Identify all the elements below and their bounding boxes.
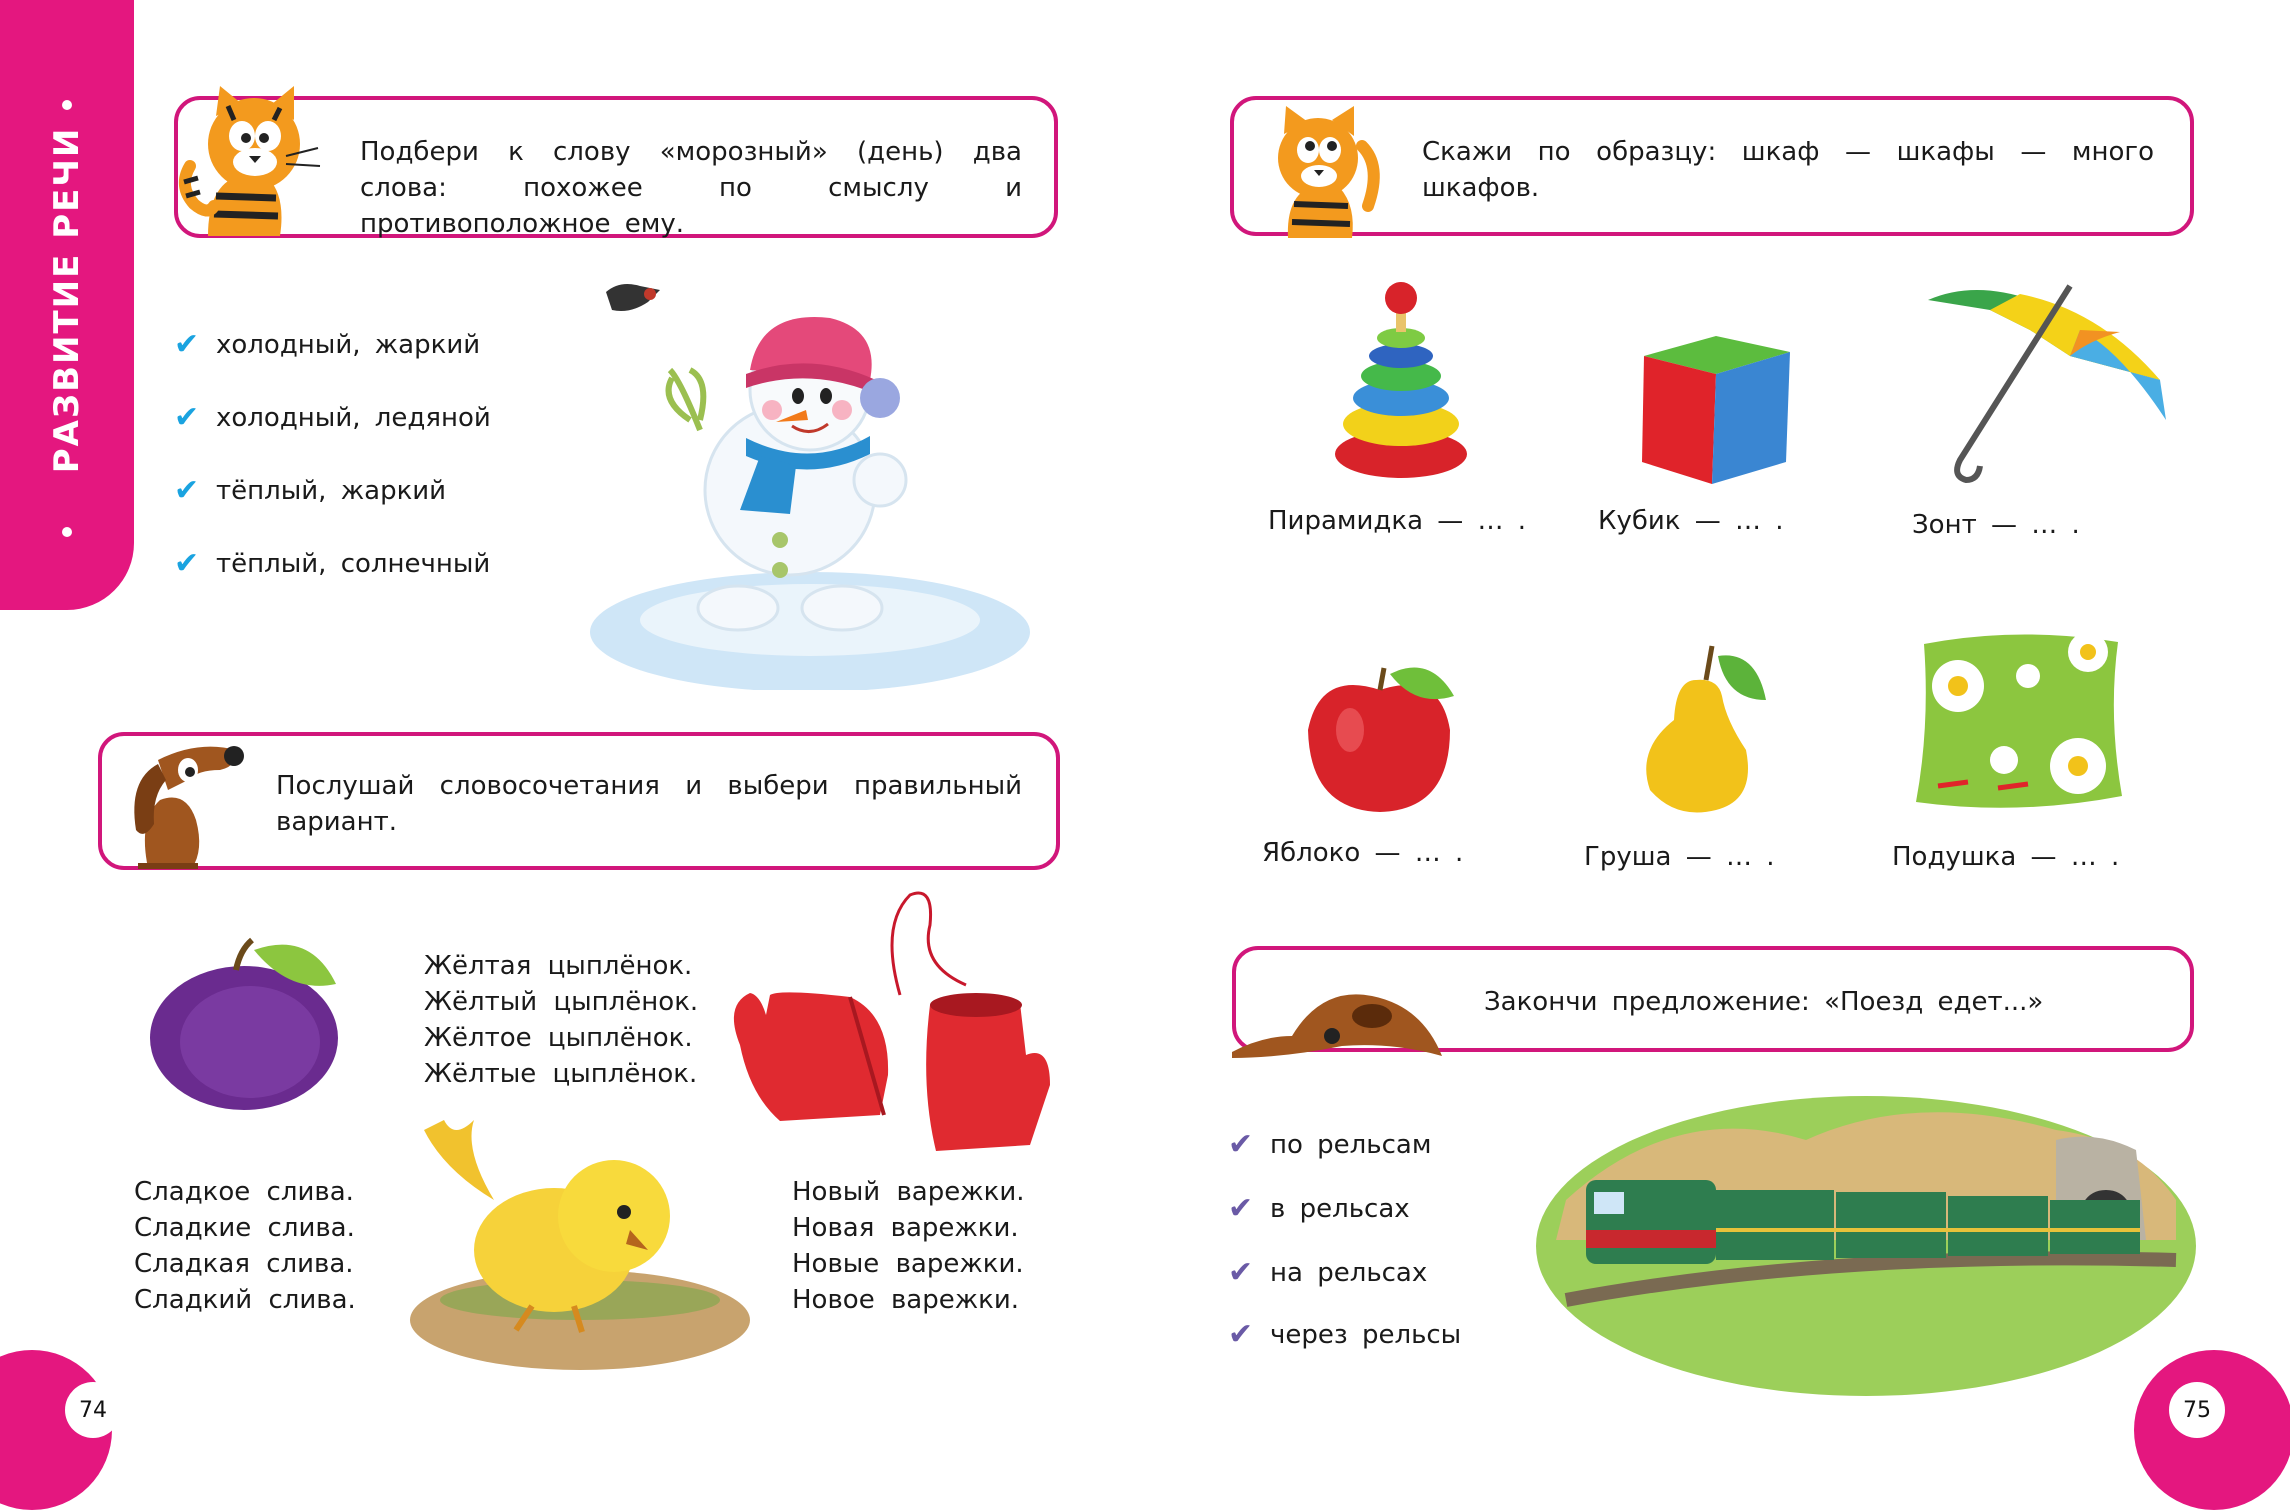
check-icon: ✔ — [174, 327, 200, 362]
check-icon: ✔ — [1228, 1317, 1254, 1352]
chick-phrase-1[interactable]: Жёлтая цыплёнок. — [424, 951, 693, 981]
check-icon: ✔ — [1228, 1255, 1254, 1290]
task4-option-2[interactable]: ✔ в рельсах — [1228, 1191, 1410, 1226]
dog-icon — [108, 740, 248, 872]
item-umbrella-label[interactable]: Зонт — … . — [1912, 510, 2080, 540]
plum-phrase-4[interactable]: Сладкий слива. — [134, 1285, 356, 1315]
mitten-phrase-3[interactable]: Новые варежки. — [792, 1249, 1024, 1279]
task4-option-4[interactable]: ✔ через рельсы — [1228, 1317, 1462, 1352]
apple-icon — [1300, 660, 1460, 820]
check-icon: ✔ — [174, 400, 200, 435]
task1-option-2[interactable]: ✔ холодный, ледяной — [174, 400, 491, 435]
cube-icon — [1636, 330, 1796, 490]
task1-text: Подбери к слову «морозный» (день) два слова: похожее по смыслу и противоположное ему. — [360, 137, 1022, 239]
task1-option-1[interactable]: ✔ холодный, жаркий — [174, 327, 481, 362]
train-illustration — [1536, 1080, 2196, 1400]
chick-phrase-3[interactable]: Жёлтое цыплёнок. — [424, 1023, 693, 1053]
mitten-phrase-1[interactable]: Новый варежки. — [792, 1177, 1025, 1207]
item-pillow-label[interactable]: Подушка — … . — [1892, 842, 2120, 872]
cat-icon-right — [1252, 106, 1392, 240]
mitten-phrase-4[interactable]: Новое варежки. — [792, 1285, 1019, 1315]
left-page-number: 74 — [65, 1382, 121, 1438]
task1-option-3[interactable]: ✔ тёплый, жаркий — [174, 473, 447, 508]
task1-option-4[interactable]: ✔ тёплый, солнечный — [174, 546, 491, 581]
tab-dot-bottom — [62, 527, 72, 537]
task2-text: Послушай словосочетания и выбери правильный вариант. — [276, 771, 1022, 837]
snowman-illustration — [540, 270, 1040, 690]
item-apple-label[interactable]: Яблоко — … . — [1262, 838, 1464, 868]
pillow-icon — [1908, 626, 2128, 816]
tab-dot-top — [62, 100, 72, 110]
task4-option-1[interactable]: ✔ по рельсам — [1228, 1127, 1432, 1162]
task4-option-3[interactable]: ✔ на рельсах — [1228, 1255, 1428, 1290]
plum-phrase-2[interactable]: Сладкие слива. — [134, 1213, 355, 1243]
pear-icon — [1626, 640, 1776, 820]
chick-phrase-4[interactable]: Жёлтые цыплёнок. — [424, 1059, 698, 1089]
item-cube-label[interactable]: Кубик — … . — [1598, 506, 1784, 536]
mittens-illustration — [720, 885, 1060, 1155]
check-icon: ✔ — [1228, 1191, 1254, 1226]
check-icon: ✔ — [174, 546, 200, 581]
plum-phrase-1[interactable]: Сладкое слива. — [134, 1177, 354, 1207]
plum-illustration — [140, 930, 350, 1110]
sleeping-dog-icon — [1222, 976, 1452, 1066]
chick-illustration — [404, 1110, 754, 1370]
plum-phrase-3[interactable]: Сладкая слива. — [134, 1249, 354, 1279]
task3-text: Скажи по образцу: шкаф — шкафы — много шкафов. — [1422, 137, 2154, 203]
chick-phrase-2[interactable]: Жёлтый цыплёнок. — [424, 987, 699, 1017]
item-pear-label[interactable]: Груша — … . — [1584, 842, 1775, 872]
mitten-phrase-2[interactable]: Новая варежки. — [792, 1213, 1019, 1243]
check-icon: ✔ — [1228, 1127, 1254, 1162]
umbrella-icon — [1920, 270, 2170, 490]
item-pyramid-label[interactable]: Пирамидка — … . — [1268, 506, 1527, 536]
task4-text: Закончи предложение: «Поезд едет...» — [1484, 987, 2044, 1017]
right-page-number: 75 — [2169, 1382, 2225, 1438]
pyramid-icon — [1326, 274, 1476, 484]
check-icon: ✔ — [174, 473, 200, 508]
cat-icon — [168, 86, 338, 240]
